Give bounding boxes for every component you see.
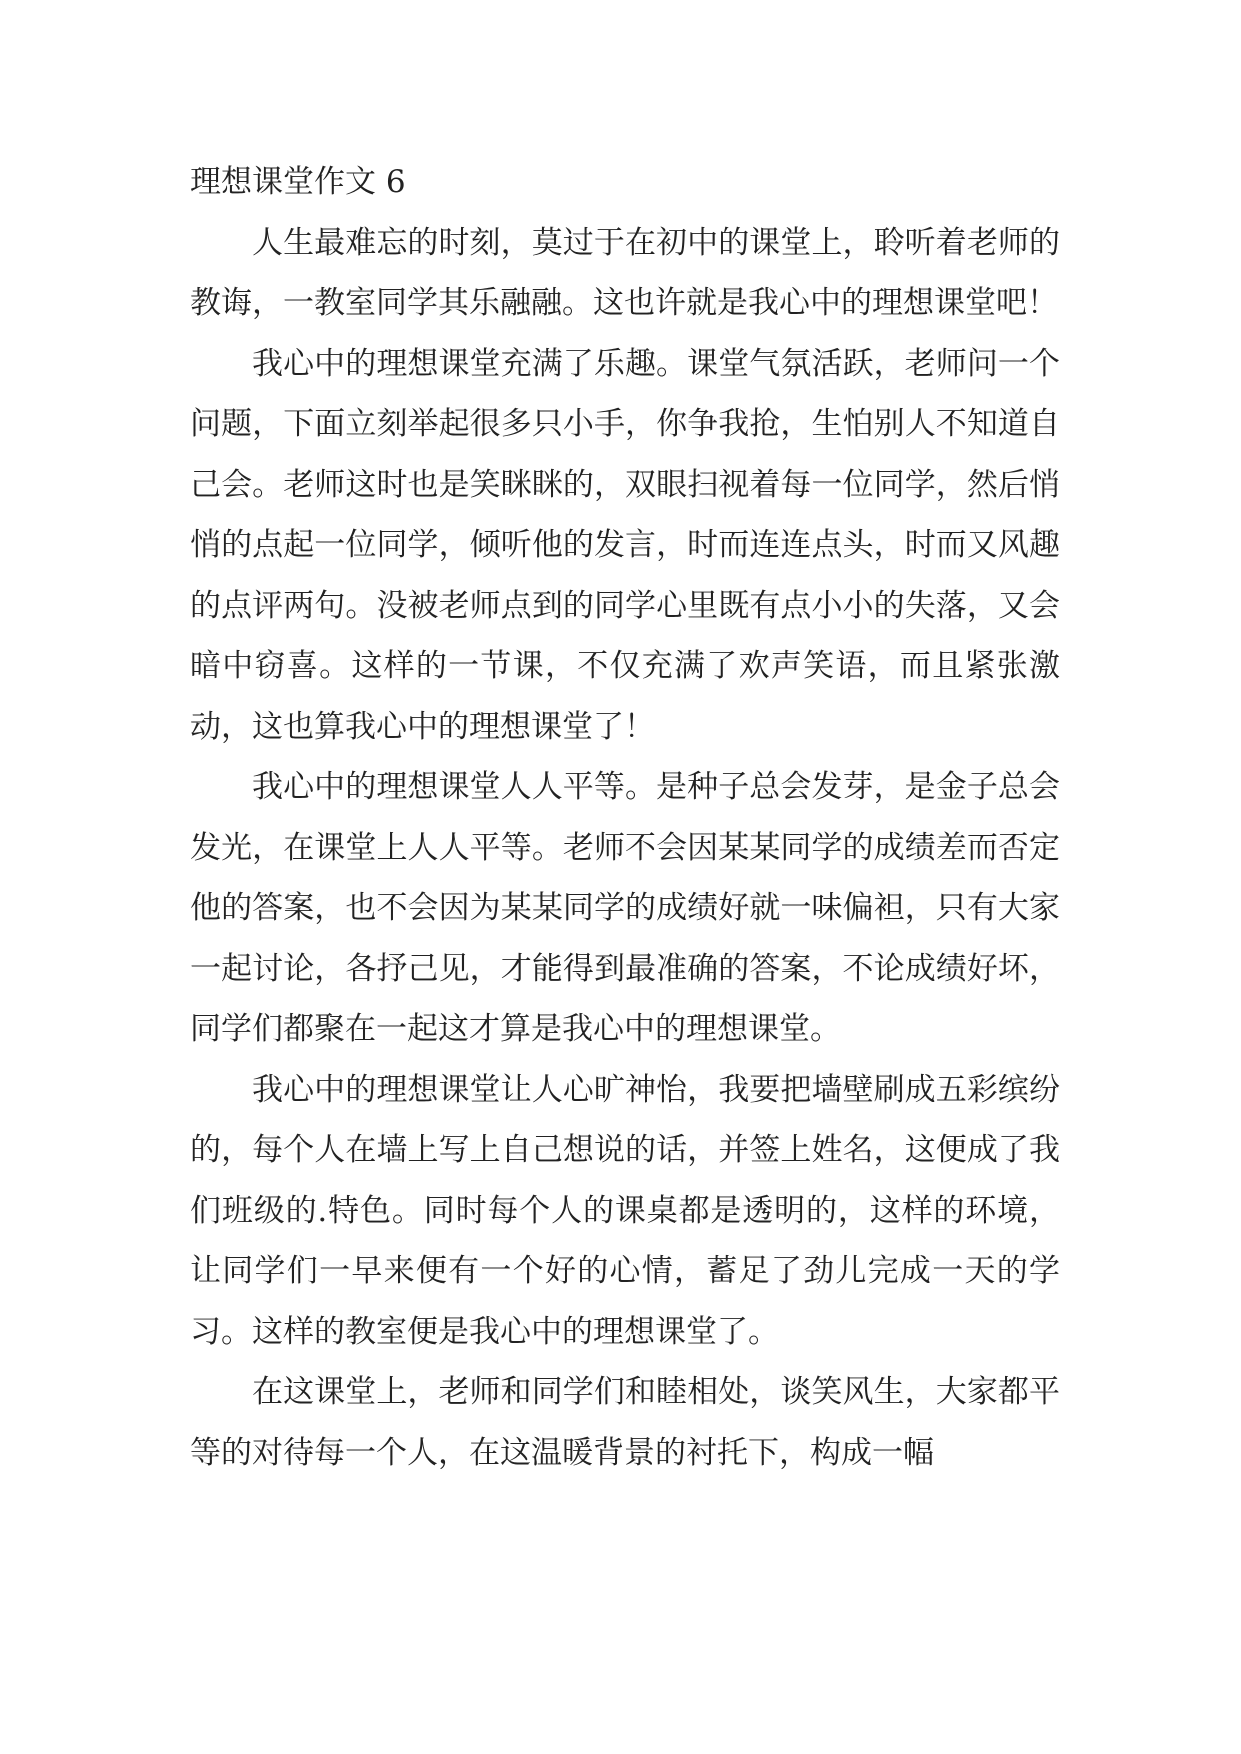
essay-title: 理想课堂作文 6 — [190, 164, 406, 200]
paragraph-2: 我心中的理想课堂充满了乐趣。课堂气氛活跃，老师问一个问题，下面立刻举起很多只小手，你争我抢，生怕别人不知道自己会。老师这时也是笑眯眯的，双眼扫视着每一位同学，然后悄悄的点起一位同学，倾听他的发言，时而连连点头，时而又风趣的点评两句。没被老师点到的同学心里既有点小小的失落，又会暗中窃喜。这样的一节课，不仅充满了欢声笑语，而且紧张激动，这也算我心中的理想课堂了！ — [190, 345, 1060, 745]
paragraph-3: 我心中的理想课堂人人平等。是种子总会发芽，是金子总会发光，在课堂上人人平等。老师不会因某某同学的成绩差而否定他的答案，也不会因为某某同学的成绩好就一味偏袒，只有大家一起讨论，各抒己见，才能得到最准确的答案，不论成绩好坏，同学们都聚在一起这才算是我心中的理想课堂。 — [190, 769, 1060, 1047]
essay-body — [190, 152, 1060, 1483]
paragraph-1: 人生最难忘的时刻，莫过于在初中的课堂上，聆听着老师的教诲，一教室同学其乐融融。这也许就是我心中的理想课堂吧！ — [190, 224, 1060, 321]
paragraph-4: 我心中的理想课堂让人心旷神怡，我要把墙壁刷成五彩缤纷的，每个人在墙上写上自己想说的话，并签上姓名，这便成了我们班级的.特色。同时每个人的课桌都是透明的，这样的环境，让同学们一早来便有一个好的心情，蓄足了劲儿完成一天的学习。这样的教室便是我心中的理想课堂了。 — [190, 1071, 1060, 1350]
paragraph-5: 在这课堂上，老师和同学们和睦相处，谈笑风生，大家都平等的对待每一个人，在这温暖背景的衬托下，构成一幅 — [190, 1374, 1060, 1471]
